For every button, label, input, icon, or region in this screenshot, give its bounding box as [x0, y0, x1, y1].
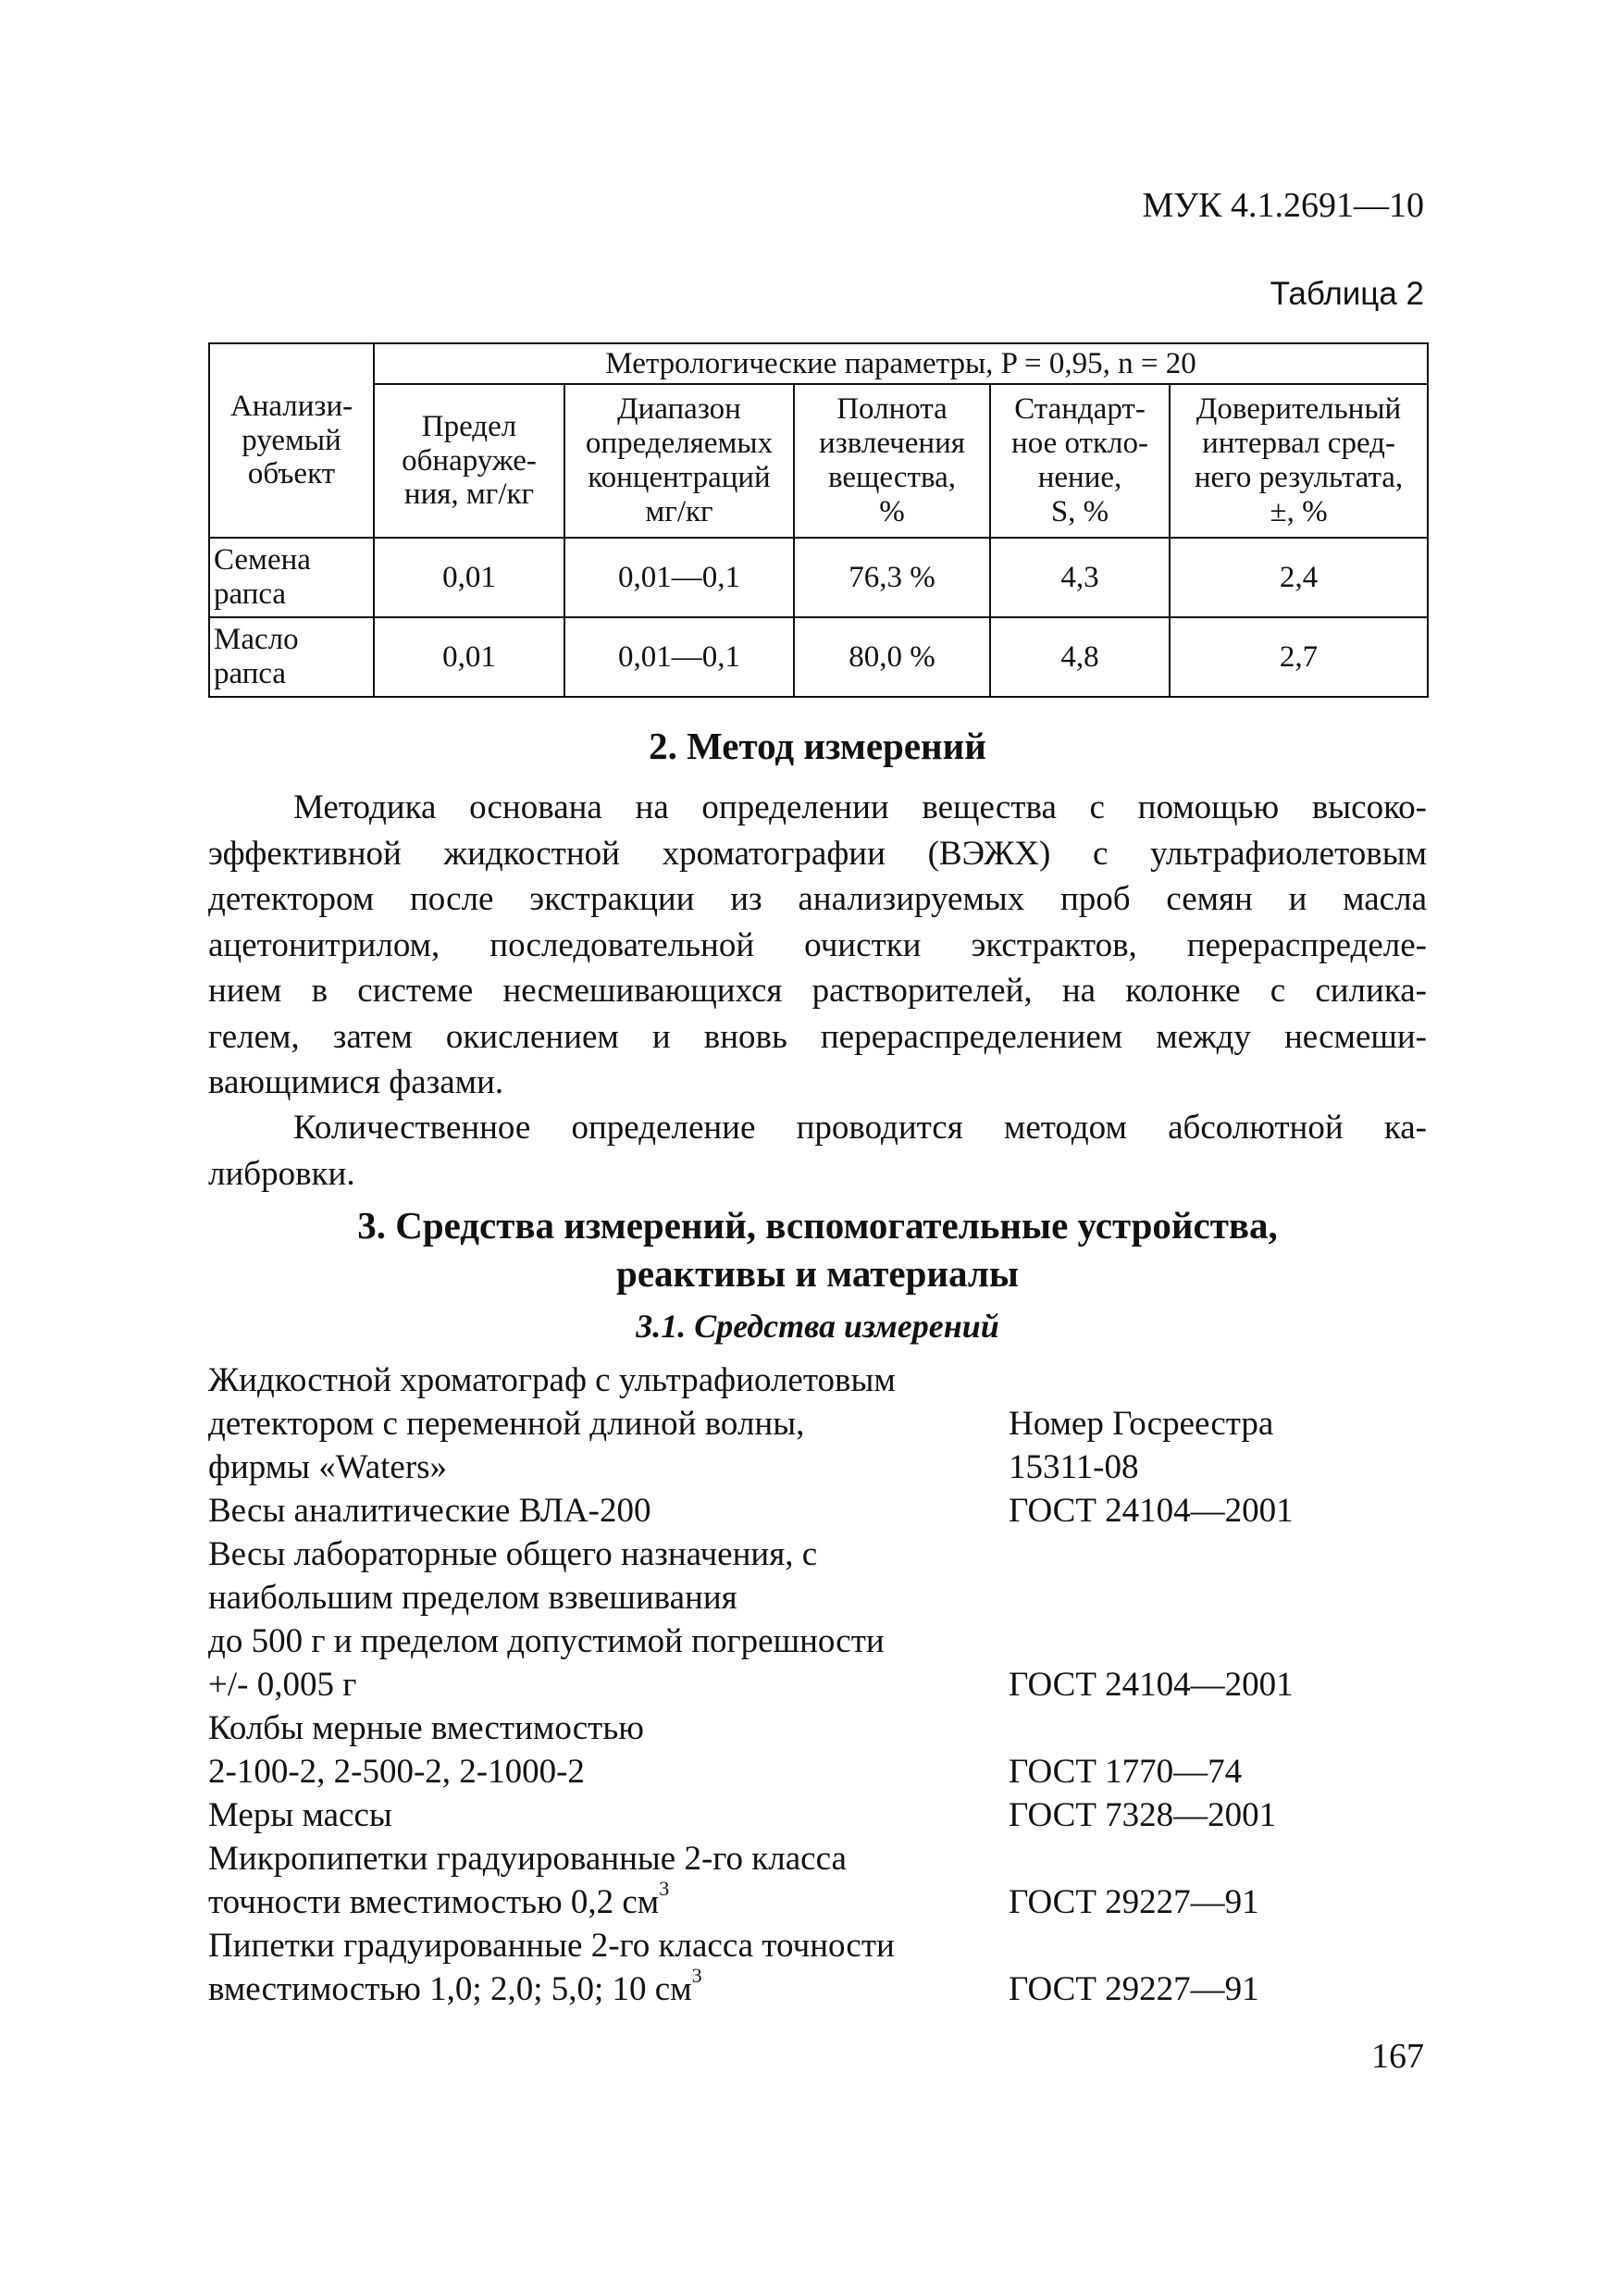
standard-ref: ГОСТ 1770—74 — [1009, 1753, 1243, 1791]
list-item: точности вместимостью 0,2 $см^3$ — [208, 1877, 670, 1921]
section3-subtitle: 3.1. Средства измерений — [636, 1308, 999, 1345]
superscript: 3 — [659, 1877, 670, 1900]
list-item: наибольшим пределом взвешивания — [208, 1579, 737, 1617]
header-std-deviation: Стандарт- ное откло- нение, S, % — [990, 384, 1170, 538]
metrology-table — [208, 342, 1429, 698]
list-item: вместимостью 1,0; 2,0; 5,0; 10 $см^3$ — [208, 1964, 702, 2008]
registry-ref: 15311-08 — [1009, 1448, 1139, 1486]
cell-recovery: 76,3 % — [794, 538, 990, 617]
superscript: 3 — [691, 1964, 702, 1987]
list-item: детектором с переменной длиной волны, — [208, 1405, 805, 1443]
list-item: Пипетки градуированные 2-го класса точности — [208, 1927, 895, 1965]
cell-ci: 2,4 — [1170, 538, 1428, 617]
cell-object: Масло рапса — [209, 617, 374, 697]
list-item: Весы лабораторные общего назначения, с — [208, 1535, 818, 1573]
cell-limit: 0,01 — [374, 538, 564, 617]
standard-ref: ГОСТ 7328—2001 — [1009, 1796, 1277, 1834]
cell-range: 0,01—0,1 — [564, 538, 794, 617]
section2-paragraph2: Количественное определение проводится методом абсолютной ка- либровки. — [208, 1109, 1427, 1193]
standard-ref: ГОСТ 24104—2001 — [1009, 1492, 1294, 1530]
header-recovery: Полнота извлечения вещества, % — [794, 384, 990, 538]
section3-title-line1: 3. Средства измерений, вспомогательные устройства, — [357, 1204, 1278, 1247]
cell-object: Семена рапса — [209, 538, 374, 617]
list-item: Жидкостной хроматограф с ультрафиолетовым — [208, 1361, 896, 1399]
document-code: МУК 4.1.2691—10 — [1142, 186, 1424, 225]
cell-ci: 2,7 — [1170, 617, 1428, 697]
section3-title-line2: реактивы и материалы — [616, 1252, 1019, 1295]
table-label: Таблица 2 — [1270, 276, 1424, 312]
list-item: до 500 г и пределом допустимой погрешности — [208, 1622, 885, 1660]
page-number: 167 — [1371, 2037, 1424, 2076]
section2-title: 2. Метод измерений — [649, 725, 986, 767]
header-metrology-group: Метрологические параметры, P = 0,95, n = 20 — [374, 343, 1428, 384]
table-row — [209, 617, 1428, 697]
list-item: 2-100-2, 2-500-2, 2-1000-2 — [208, 1753, 585, 1791]
list-item: Меры массы — [208, 1796, 392, 1834]
header-confidence-interval: Доверительный интервал сред- него результата, ±, % — [1170, 384, 1428, 538]
standard-ref: ГОСТ 29227—91 — [1009, 1970, 1259, 2008]
registry-ref: Номер Госреестра — [1009, 1405, 1274, 1443]
list-item: +/- 0,005 г — [208, 1666, 357, 1704]
list-item: Микропипетки градуированные 2-го класса — [208, 1840, 847, 1878]
cell-limit: 0,01 — [374, 617, 564, 697]
cell-recovery: 80,0 % — [794, 617, 990, 697]
list-item: Колбы мерные вместимостью — [208, 1709, 644, 1747]
standard-ref: ГОСТ 29227—91 — [1009, 1883, 1259, 1921]
list-item: фирмы «Waters» — [208, 1448, 448, 1486]
header-detection-limit: Предел обнаруже- ния, мг/кг — [374, 384, 564, 538]
cell-range: 0,01—0,1 — [564, 617, 794, 697]
header-range: Диапазон определяемых концентраций мг/кг — [564, 384, 794, 538]
cell-sd: 4,3 — [990, 538, 1170, 617]
list-item: Весы аналитические ВЛА-200 — [208, 1492, 651, 1530]
section2-paragraph1: Методика основана на определении вещества с помощью высоко- эффективной жидкостной хроматографии (ВЭЖХ) с ультрафиолетовым детектором после экстракции из анализируемых проб семян и масла ацетонитрилом, последовательной очистки экстрактов, перераспределе- нием в системе несмешивающихся растворителей, на колонке с силика- гелем, затем окислением и вновь перераспределением между несмеши- вающимися фазами. — [208, 788, 1427, 1101]
header-analyzed-object: Анализи- руемый объект — [209, 343, 374, 538]
standard-ref: ГОСТ 24104—2001 — [1009, 1666, 1294, 1704]
cell-sd: 4,8 — [990, 617, 1170, 697]
table-row — [209, 538, 1428, 617]
